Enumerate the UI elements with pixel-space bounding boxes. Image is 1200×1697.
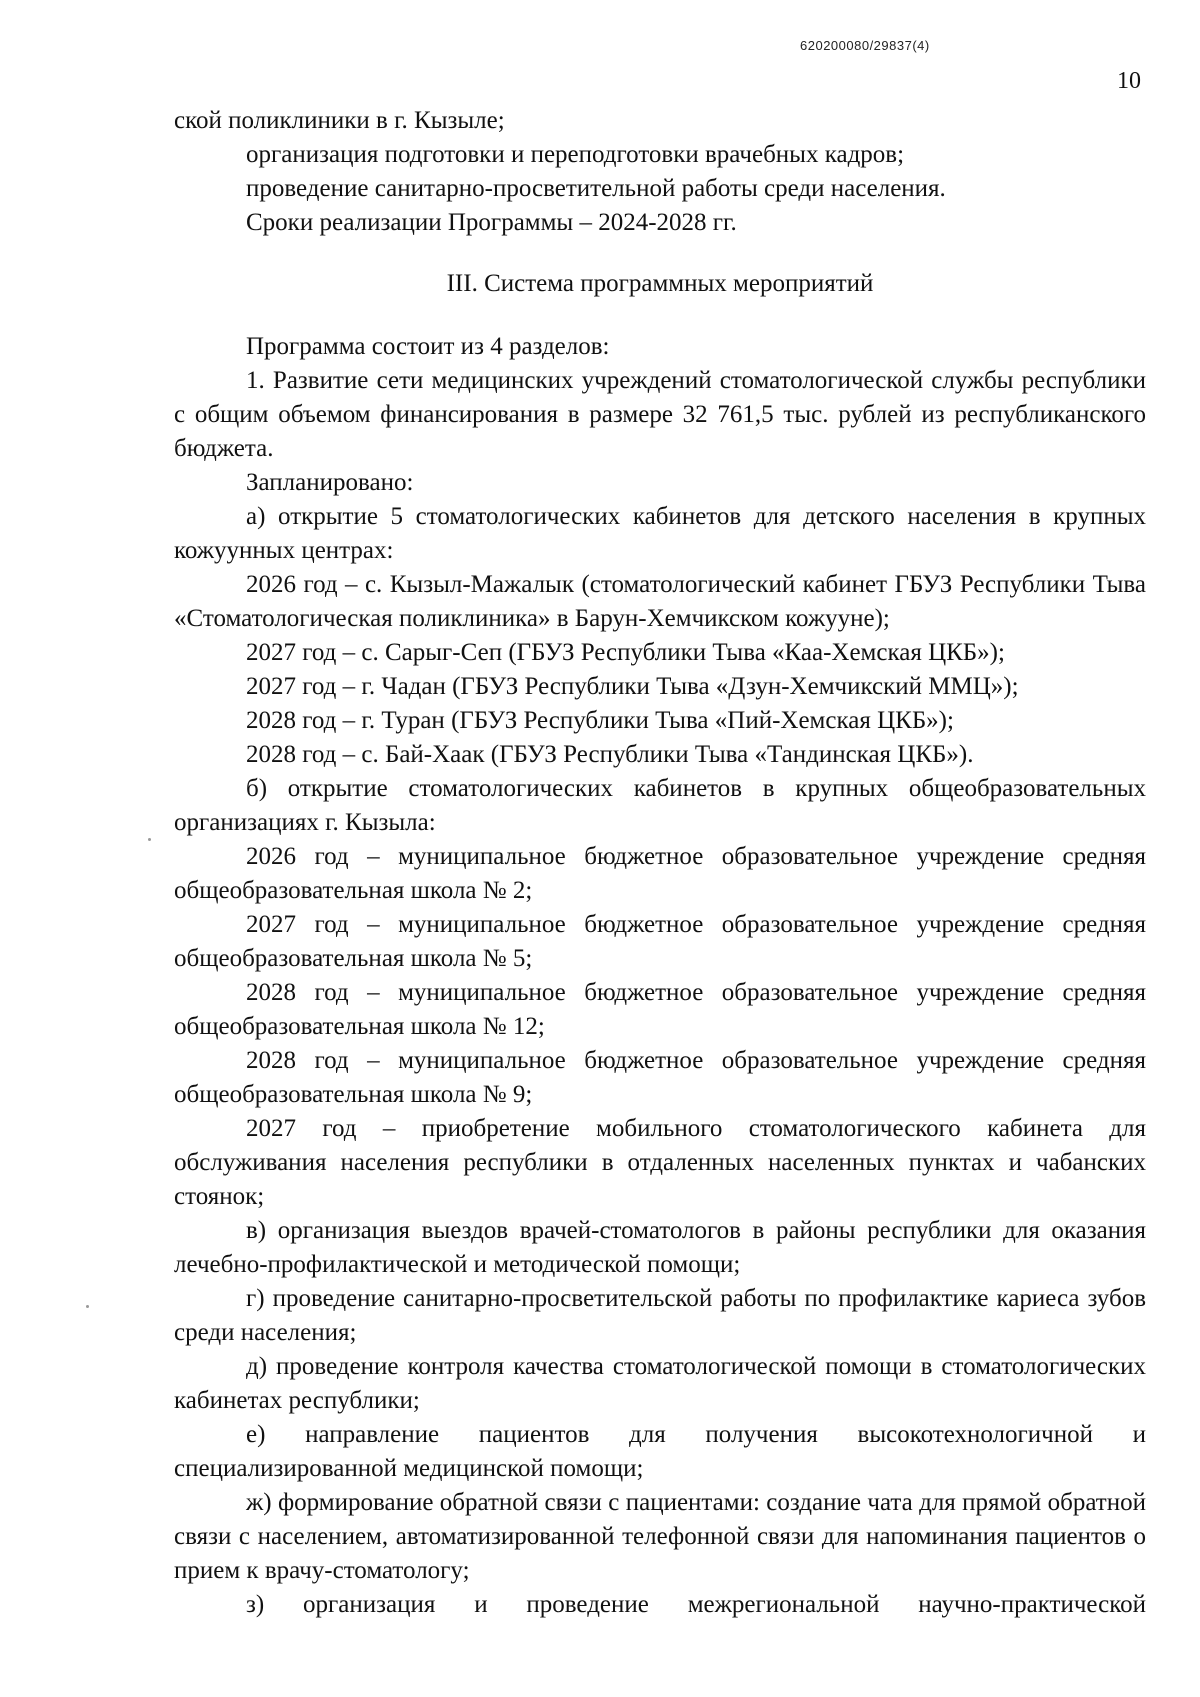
paragraph: 2027 год – г. Чадан (ГБУЗ Республики Тыва «Дзун-Хемчикский ММЦ»); bbox=[246, 673, 1019, 700]
paragraph: г) проведение санитарно-просветительской работы по профилактике кариеса зубов среди населения; bbox=[174, 1285, 1146, 1346]
scan-speck bbox=[86, 1305, 89, 1308]
paragraph: 2028 год – муниципальное бюджетное образовательное учреждение средняя общеобразовательная школа № 12; bbox=[174, 979, 1146, 1040]
paragraph: 2027 год – приобретение мобильного стоматологического кабинета для обслуживания населения республики в отдаленных населенных пунктах и чабанских стоянок; bbox=[174, 1115, 1146, 1210]
paragraph: в) организация выездов врачей-стоматологов в районы республики для оказания лечебно-профилактической и методической помощи; bbox=[174, 1217, 1146, 1278]
paragraph: 2028 год – муниципальное бюджетное образовательное учреждение средняя общеобразовательная школа № 9; bbox=[174, 1047, 1146, 1108]
paragraph: з) организация и проведение межрегиональной научно-практической bbox=[246, 1591, 1146, 1618]
paragraph: 1. Развитие сети медицинских учреждений стоматологической службы республики с общим объемом финансирования в размере 32 761,5 тыс. рублей из республиканского бюджета. bbox=[174, 367, 1146, 462]
paragraph: д) проведение контроля качества стоматологической помощи в стоматологических кабинетах республики; bbox=[174, 1353, 1146, 1414]
paragraph: 2026 год – с. Кызыл-Мажалык (стоматологический кабинет ГБУЗ Республики Тыва «Стоматологическая поликлиника» в Барун-Хемчикском кожууне); bbox=[174, 571, 1146, 632]
paragraph: Запланировано: bbox=[246, 469, 414, 496]
scan-speck bbox=[148, 838, 151, 841]
paragraph: а) открытие 5 стоматологических кабинетов для детского населения в крупных кожуунных центрах: bbox=[174, 503, 1146, 564]
paragraph: ж) формирование обратной связи с пациентами: создание чата для прямой обратной связи с населением, автоматизированной телефонной связи для напоминания пациентов о прием к врачу-стоматологу; bbox=[174, 1489, 1146, 1584]
paragraph: б) открытие стоматологических кабинетов в крупных общеобразовательных организациях г. Кызыла: bbox=[174, 775, 1146, 836]
paragraph: 2027 год – с. Сарыг-Сеп (ГБУЗ Республики Тыва «Каа-Хемская ЦКБ»); bbox=[246, 639, 1005, 666]
document-id: 620200080/29837(4) bbox=[800, 38, 930, 53]
paragraph: проведение санитарно-просветительной работы среди населения. bbox=[246, 175, 946, 202]
paragraph: 2026 год – муниципальное бюджетное образовательное учреждение средняя общеобразовательная школа № 2; bbox=[174, 843, 1146, 904]
paragraph: 2028 год – г. Туран (ГБУЗ Республики Тыва «Пий-Хемская ЦКБ»); bbox=[246, 707, 954, 734]
paragraph: организация подготовки и переподготовки врачебных кадров; bbox=[246, 141, 905, 168]
paragraph: 2028 год – с. Бай-Хаак (ГБУЗ Республики Тыва «Тандинская ЦКБ»). bbox=[246, 741, 974, 768]
paragraph: Сроки реализации Программы – 2024-2028 гг. bbox=[246, 209, 737, 236]
page-number: 10 bbox=[1117, 68, 1141, 94]
paragraph: ской поликлиники в г. Кызыле; bbox=[174, 107, 505, 134]
paragraph: е) направление пациентов для получения высокотехнологичной и специализированной медицинской помощи; bbox=[174, 1421, 1146, 1482]
document-body bbox=[174, 104, 1146, 1622]
section-heading: III. Система программных мероприятий bbox=[446, 270, 874, 297]
paragraph: Программа состоит из 4 разделов: bbox=[246, 333, 610, 360]
paragraph: 2027 год – муниципальное бюджетное образовательное учреждение средняя общеобразовательная школа № 5; bbox=[174, 911, 1146, 972]
